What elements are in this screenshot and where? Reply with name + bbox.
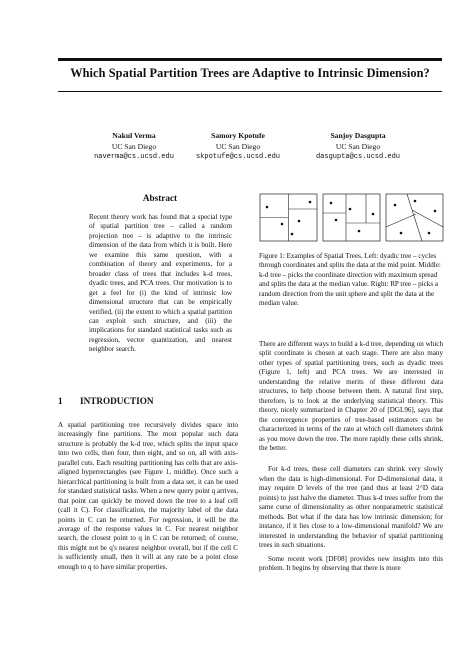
section-title: INTRODUCTION	[80, 396, 154, 406]
data-point	[414, 200, 417, 203]
title-rule-bottom	[58, 91, 442, 92]
author-name: Samory Kpotufe	[211, 131, 265, 140]
author-email: skpotufe@cs.ucsd.edu	[195, 153, 280, 161]
data-point	[330, 202, 333, 205]
data-point	[434, 210, 437, 213]
figure-1-spatial-trees	[259, 193, 444, 251]
intro-paragraph: Some recent work [DF08] provides new insights into this problem. It begins by observing that there is more	[259, 554, 443, 572]
author-name: Nakul Verma	[112, 131, 156, 140]
author-email: naverma@cs.ucsd.edu	[94, 153, 174, 161]
data-point	[298, 220, 301, 223]
author-block	[74, 131, 194, 163]
author-block	[178, 131, 298, 163]
intro-left-column	[58, 421, 238, 574]
title-rule-top	[58, 58, 442, 61]
author-block	[298, 131, 418, 163]
data-point	[349, 208, 352, 211]
kd-tree-panel	[323, 194, 380, 241]
paper-title: Which Spatial Partition Trees are Adaptive to Intrinsic Dimension?	[70, 66, 430, 80]
abstract-heading: Abstract	[142, 193, 178, 203]
data-point	[291, 233, 294, 236]
dyadic-tree-panel	[260, 194, 317, 241]
author-affiliation: UC San Diego	[215, 141, 261, 151]
intro-paragraph: A spatial partitioning tree recursively divides space into increasingly fine partitions. The most popular such data structure is probably the k-d tree, which splits the input space into two cells, then four, then eight, and so on, all with axis-parallel cuts. Each resulting partitioning has cells that are axis-aligned hyperrectangles (see Figure 1, middle). Once such a hierarchical partitioning is built from a data set, it can be used for standard statistical tasks. When a new query point q arrives, that point can quickly be moved down the tree to a leaf cell (call it C). For classification, the majority label of the data points in C can be returned. For regression, it will be the average of the response values in C. For nearest neighbor search, the closest point to q in C can be returned; of course, this might not be q's nearest neighbor overall, but if the cell C is sufficiently small, then it will at any rate be a point close enough to q to have similar properties.	[58, 421, 238, 571]
data-point	[309, 201, 312, 204]
abstract-text: Recent theory work has found that a special type of spatial partition tree – called a random projection tree – is adaptive to the intrinsic dimension of the data from which it is built. Here we examine this same question, with a combination of theory and experiments, for a broader class of trees that includes k-d trees, dyadic trees, and PCA trees. Our motivation is to get a feel for (i) the kind of intrinsic low dimensional structure that can be empirically verified, (ii) the extent to which a spatial partition can exploit such structure, and (iii) the implications for standard statistical tasks such as regression, vector quantization, and nearest neighbor search.	[89, 213, 232, 354]
figure-caption: Figure 1: Examples of Spatial Trees. Left: dyadic tree – cycles through coordinates and splits the data at the mid point. Middle: k-d tree – picks the coordinate direction with maximum spread and splits the data at the median value. Right: RP tree – picks a random direction from the unit sphere and split the data at the median value.	[259, 252, 441, 308]
data-point	[266, 206, 269, 209]
data-point	[335, 219, 338, 222]
data-point	[358, 230, 361, 233]
data-point	[281, 223, 284, 226]
data-point	[372, 213, 375, 216]
author-email: dasgupta@cs.ucsd.edu	[315, 153, 400, 161]
data-point	[400, 232, 403, 235]
data-point	[428, 232, 431, 235]
kd-panel-border	[323, 194, 380, 241]
data-point	[394, 204, 397, 207]
author-affiliation: UC San Diego	[111, 141, 157, 151]
rp-split	[386, 214, 416, 227]
section-heading	[58, 396, 238, 406]
author-name: Sanjoy Dasgupta	[330, 131, 386, 140]
rp-tree-panel	[386, 194, 443, 241]
intro-right-column	[259, 340, 443, 575]
intro-paragraph: There are different ways to build a k-d tree, depending on which split coordinate is chosen at each stage. There are also many other types of spatial partitioning trees, such as dyadic trees (Figure 1, left) and PCA trees. We are interested in understanding the relative merits of these different data structures, to help choose between them. A natural first step, therefore, is to look at the underlying statistical theory. This theory, nicely summarized in Chapter 20 of [DGL96], says that the convergence properties of tree-based estimators can be characterized in terms of the rate at which cell diameters shrink as you move down the tree. The more rapidly these cells shrink, the better.	[259, 340, 443, 452]
section-number: 1	[58, 396, 63, 406]
intro-paragraph: For k-d trees, these cell diameters can shrink very slowly when the data is high-dimensional. For D-dimensional data, it may require D levels of the tree (and thus at least 2^D data points) to just halve the diameter. Thus k-d trees suffer from the same curse of dimensionality as other nonparametric statistical methods. But what if the data has low intrinsic dimension; for instance, if it lies close to a low-dimensional manifold? We are interested in understanding the behavior of spatial partitioning trees in such situations.	[259, 465, 443, 550]
author-affiliation: UC San Diego	[335, 141, 381, 151]
